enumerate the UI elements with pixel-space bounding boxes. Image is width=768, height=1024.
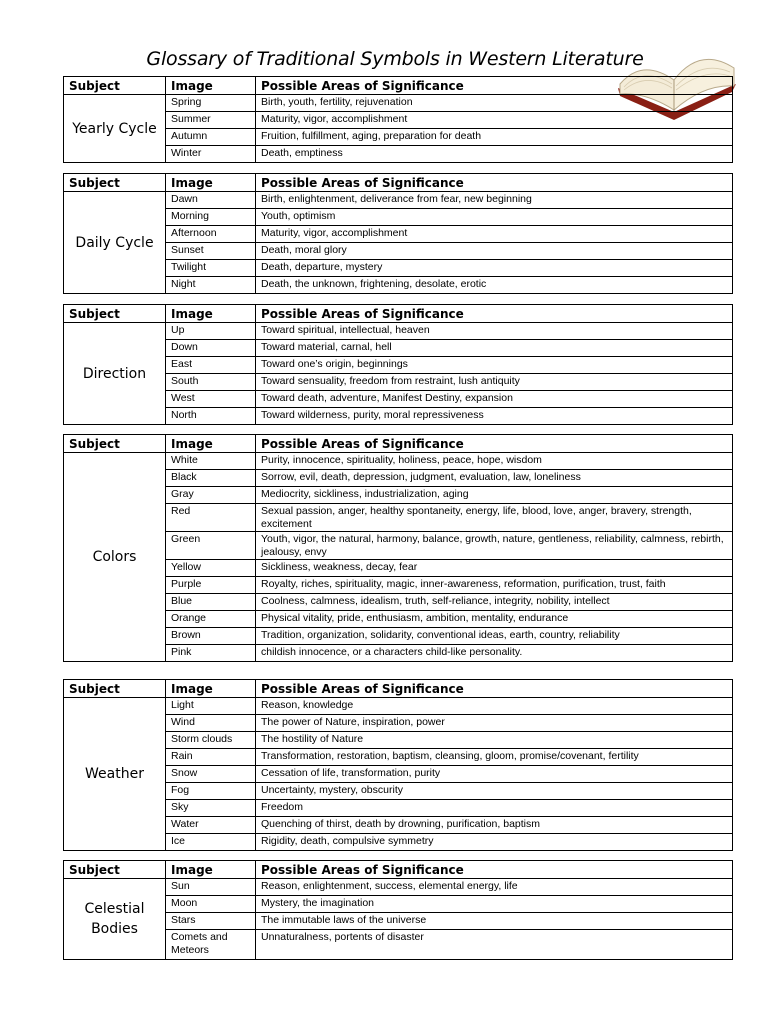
image-cell: Pink [166, 645, 256, 662]
image-cell: Storm clouds [166, 732, 256, 749]
image-cell: Comets and Meteors [166, 930, 256, 960]
meaning-cell: The hostility of Nature [256, 732, 733, 749]
meaning-cell: Sorrow, evil, death, depression, judgment, evaluation, law, loneliness [256, 470, 733, 487]
subject-cell: Celestial Bodies [64, 879, 166, 960]
image-cell: Afternoon [166, 226, 256, 243]
header-row [64, 861, 733, 879]
meaning-cell: Physical vitality, pride, enthusiasm, ambition, mentality, endurance [256, 611, 733, 628]
meaning-cell: Mystery, the imagination [256, 896, 733, 913]
meaning-cell: Toward death, adventure, Manifest Destiny, expansion [256, 391, 733, 408]
image-cell: Morning [166, 209, 256, 226]
meaning-cell: Unnaturalness, portents of disaster [256, 930, 733, 960]
image-cell: Dawn [166, 192, 256, 209]
image-cell: Stars [166, 913, 256, 930]
meaning-cell: Toward spiritual, intellectual, heaven [256, 323, 733, 340]
header-image: Image [166, 305, 256, 323]
weather-table [63, 679, 733, 851]
meaning-cell: Sexual passion, anger, healthy spontaneity, energy, life, blood, love, anger, bravery, strength, excitement [256, 504, 733, 532]
header-row [64, 174, 733, 192]
image-cell: White [166, 453, 256, 470]
meaning-cell: Reason, knowledge [256, 698, 733, 715]
meaning-cell: Toward one’s origin, beginnings [256, 357, 733, 374]
image-cell: Winter [166, 146, 256, 163]
image-cell: East [166, 357, 256, 374]
header-image: Image [166, 680, 256, 698]
image-cell: Snow [166, 766, 256, 783]
image-cell: Fog [166, 783, 256, 800]
image-cell: Light [166, 698, 256, 715]
meaning-cell: Purity, innocence, spirituality, holiness, peace, hope, wisdom [256, 453, 733, 470]
meaning-cell: Sickliness, weakness, decay, fear [256, 560, 733, 577]
subject-cell: Daily Cycle [64, 192, 166, 294]
meaning-cell: Death, departure, mystery [256, 260, 733, 277]
meaning-cell: Uncertainty, mystery, obscurity [256, 783, 733, 800]
image-cell: Brown [166, 628, 256, 645]
image-cell: Yellow [166, 560, 256, 577]
subject-cell: Colors [64, 453, 166, 662]
image-cell: Spring [166, 95, 256, 112]
header-significance: Possible Areas of Significance [256, 435, 733, 453]
header-image: Image [166, 435, 256, 453]
image-cell: Blue [166, 594, 256, 611]
meaning-cell: childish innocence, or a characters child-like personality. [256, 645, 733, 662]
meaning-cell: Freedom [256, 800, 733, 817]
celestial-bodies-table [63, 860, 733, 960]
header-image: Image [166, 174, 256, 192]
header-image: Image [166, 77, 256, 95]
header-subject: Subject [64, 77, 166, 95]
image-cell: Wind [166, 715, 256, 732]
image-cell: Summer [166, 112, 256, 129]
image-cell: Down [166, 340, 256, 357]
table-row [64, 323, 733, 340]
image-cell: Sunset [166, 243, 256, 260]
meaning-cell: Death, emptiness [256, 146, 733, 163]
image-cell: Red [166, 504, 256, 532]
meaning-cell: Maturity, vigor, accomplishment [256, 226, 733, 243]
header-row [64, 680, 733, 698]
meaning-cell: Death, moral glory [256, 243, 733, 260]
meaning-cell: Toward sensuality, freedom from restraint, lush antiquity [256, 374, 733, 391]
meaning-cell: Fruition, fulfillment, aging, preparation for death [256, 129, 733, 146]
meaning-cell: Quenching of thirst, death by drowning, purification, baptism [256, 817, 733, 834]
daily-cycle-table [63, 173, 733, 294]
direction-table [63, 304, 733, 425]
meaning-cell: Maturity, vigor, accomplishment [256, 112, 733, 129]
subject-cell: Weather [64, 698, 166, 851]
meaning-cell: Toward wilderness, purity, moral repressiveness [256, 408, 733, 425]
table-row [64, 879, 733, 896]
image-cell: Twilight [166, 260, 256, 277]
image-cell: Green [166, 532, 256, 560]
page-title: Glossary of Traditional Symbols in Western Literature [146, 48, 644, 70]
meaning-cell: Mediocrity, sickliness, industrialization, aging [256, 487, 733, 504]
meaning-cell: Cessation of life, transformation, purity [256, 766, 733, 783]
subject-cell: Direction [64, 323, 166, 425]
header-subject: Subject [64, 680, 166, 698]
image-cell: Night [166, 277, 256, 294]
meaning-cell: Transformation, restoration, baptism, cleansing, gloom, promise/covenant, fertility [256, 749, 733, 766]
image-cell: Sun [166, 879, 256, 896]
meaning-cell: Tradition, organization, solidarity, conventional ideas, earth, country, reliability [256, 628, 733, 645]
image-cell: Sky [166, 800, 256, 817]
meaning-cell: Reason, enlightenment, success, elemental energy, life [256, 879, 733, 896]
header-significance: Possible Areas of Significance [256, 77, 733, 95]
image-cell: Gray [166, 487, 256, 504]
meaning-cell: Toward material, carnal, hell [256, 340, 733, 357]
colors-table [63, 434, 733, 662]
meaning-cell: Birth, youth, fertility, rejuvenation [256, 95, 733, 112]
header-image: Image [166, 861, 256, 879]
header-subject: Subject [64, 861, 166, 879]
meaning-cell: Youth, optimism [256, 209, 733, 226]
table-row [64, 453, 733, 470]
meaning-cell: The power of Nature, inspiration, power [256, 715, 733, 732]
header-significance: Possible Areas of Significance [256, 174, 733, 192]
header-row [64, 435, 733, 453]
table-row [64, 95, 733, 112]
meaning-cell: Youth, vigor, the natural, harmony, balance, growth, nature, gentleness, reliability, calmness, rebirth, jealousy, envy [256, 532, 733, 560]
image-cell: Up [166, 323, 256, 340]
subject-cell: Yearly Cycle [64, 95, 166, 163]
header-significance: Possible Areas of Significance [256, 680, 733, 698]
header-row [64, 77, 733, 95]
meaning-cell: Death, the unknown, frightening, desolate, erotic [256, 277, 733, 294]
header-subject: Subject [64, 174, 166, 192]
header-subject: Subject [64, 435, 166, 453]
header-row [64, 305, 733, 323]
meaning-cell: The immutable laws of the universe [256, 913, 733, 930]
table-row [64, 192, 733, 209]
header-significance: Possible Areas of Significance [256, 305, 733, 323]
meaning-cell: Birth, enlightenment, deliverance from fear, new beginning [256, 192, 733, 209]
image-cell: Moon [166, 896, 256, 913]
header-significance: Possible Areas of Significance [256, 861, 733, 879]
image-cell: Black [166, 470, 256, 487]
meaning-cell: Coolness, calmness, idealism, truth, self-reliance, integrity, nobility, intellect [256, 594, 733, 611]
image-cell: Water [166, 817, 256, 834]
meaning-cell: Royalty, riches, spirituality, magic, inner-awareness, reformation, purification, trust, faith [256, 577, 733, 594]
meaning-cell: Rigidity, death, compulsive symmetry [256, 834, 733, 851]
image-cell: Ice [166, 834, 256, 851]
image-cell: Rain [166, 749, 256, 766]
yearly-cycle-table [63, 76, 733, 163]
table-row [64, 698, 733, 715]
image-cell: North [166, 408, 256, 425]
image-cell: South [166, 374, 256, 391]
header-subject: Subject [64, 305, 166, 323]
image-cell: Orange [166, 611, 256, 628]
image-cell: West [166, 391, 256, 408]
image-cell: Purple [166, 577, 256, 594]
image-cell: Autumn [166, 129, 256, 146]
